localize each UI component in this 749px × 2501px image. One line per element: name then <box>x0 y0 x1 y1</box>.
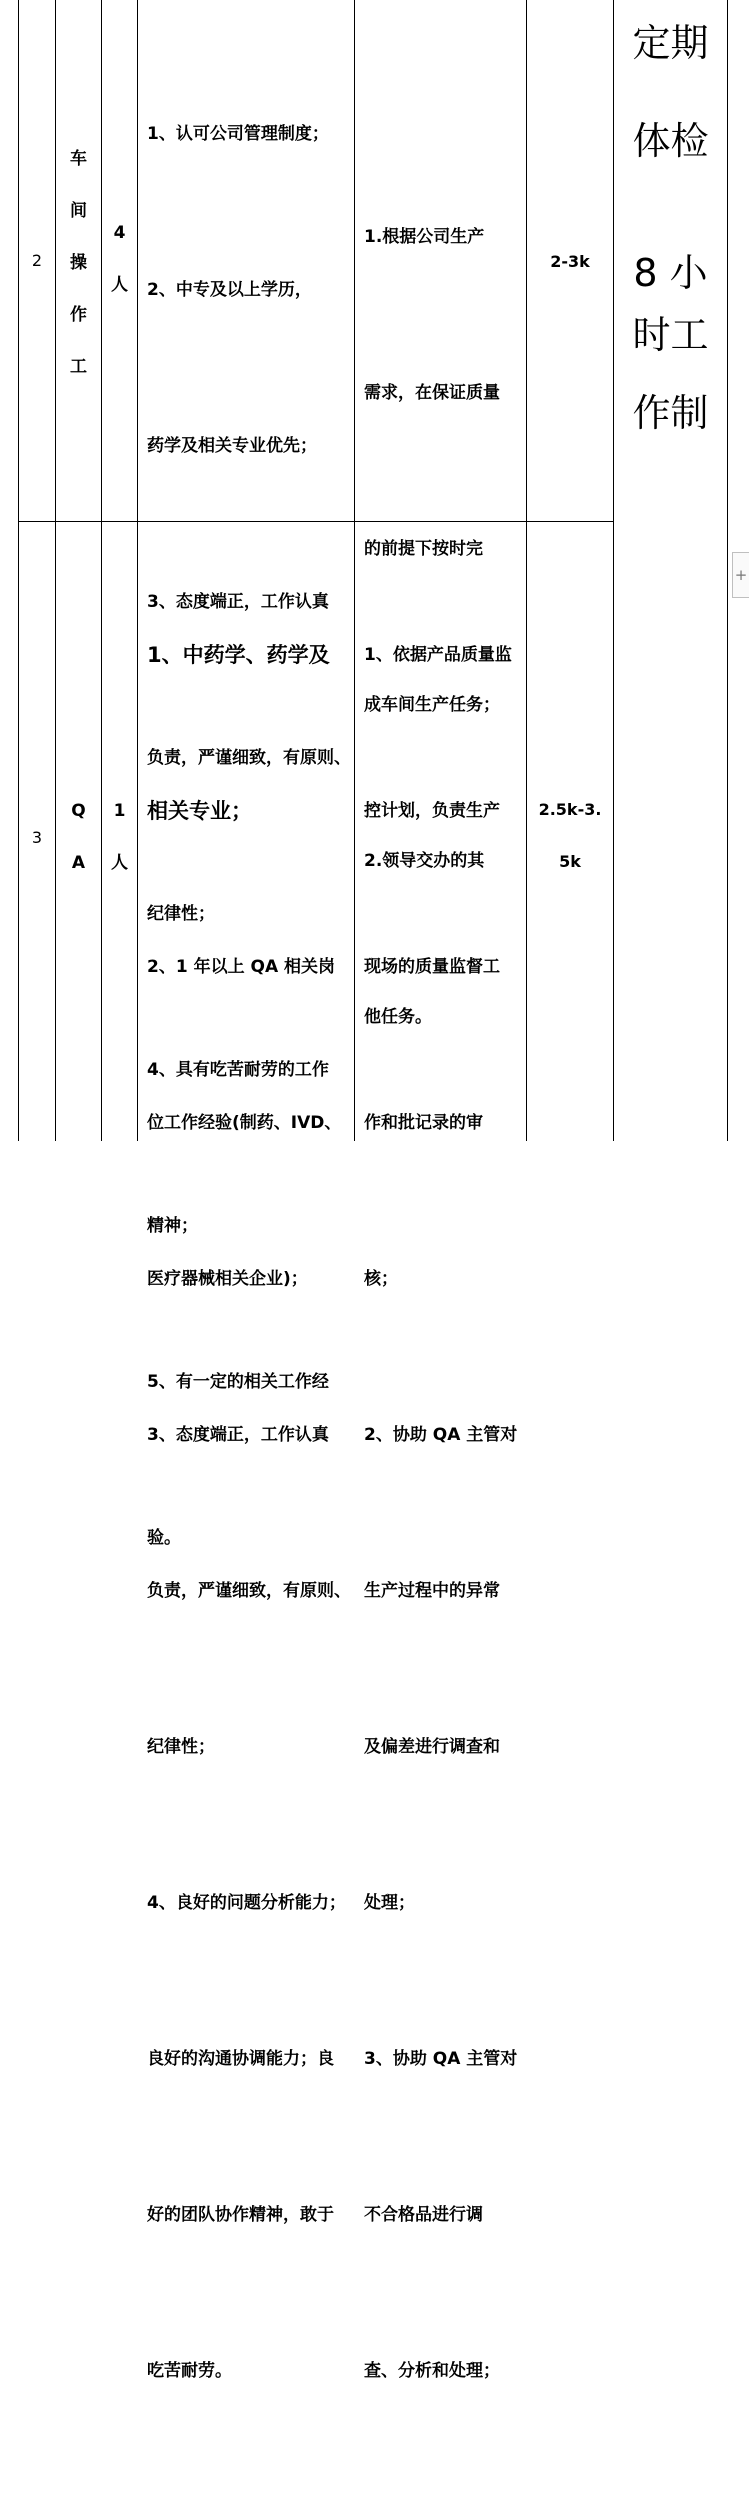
requirement-line: 验。 <box>147 1528 181 1548</box>
benefit-line: 作制 <box>632 391 709 435</box>
requirement-line: 位工作经验(制药、IVD、 <box>147 1113 342 1133</box>
position-char: A <box>71 853 86 873</box>
position-char: 工 <box>70 356 87 377</box>
requirement-line: 良好的沟通协调能力；良 <box>147 2049 334 2069</box>
benefit-line: 体检 <box>632 119 709 163</box>
table-border <box>727 0 728 1141</box>
salary-value: 5k <box>559 852 581 871</box>
duty-line: 核； <box>364 1269 398 1289</box>
requirement-line: 好的团队协作精神，敢于 <box>147 2205 334 2225</box>
requirement-line: 负责，严谨细致，有原则、 <box>147 748 351 768</box>
requirement-line: 4、良好的问题分析能力； <box>147 1893 346 1913</box>
requirement-line: 1、中药学、药学及 <box>147 643 330 667</box>
duty-line: 1、依据产品质量监 <box>364 645 512 665</box>
requirement-line: 2、1 年以上 QA 相关岗 <box>147 957 336 977</box>
requirement-line: 3、态度端正，工作认真 <box>147 592 329 612</box>
position-cell <box>56 0 101 521</box>
position-char: 作 <box>70 304 87 325</box>
duty-line: 查、分析和处理； <box>364 2361 500 2381</box>
headcount-cell <box>102 0 137 521</box>
headcount-char: 1 <box>113 801 126 821</box>
requirement-line: 纪律性； <box>147 1737 215 1757</box>
duty-line: 成车间生产任务； <box>364 695 500 715</box>
benefits-cell <box>614 17 727 467</box>
requirement-line: 医疗器械相关企业)； <box>147 1269 308 1289</box>
duties-cell <box>355 525 526 2381</box>
salary-cell <box>527 784 613 890</box>
row-index <box>19 522 55 1152</box>
duty-line: 2、协助 QA 主管对 <box>364 1425 518 1445</box>
row-index-value: 2 <box>31 251 43 270</box>
requirement-line: 药学及相关专业优先； <box>147 436 317 456</box>
position-char: 间 <box>70 200 87 221</box>
requirement-line: 4、具有吃苦耐劳的工作 <box>147 1060 329 1080</box>
requirement-line: 精神； <box>147 1216 198 1236</box>
headcount-char: 人 <box>111 853 128 873</box>
add-tab-button[interactable] <box>732 552 749 598</box>
requirement-line: 负责，严谨细致，有原则、 <box>147 1581 351 1601</box>
position-char: 车 <box>70 148 87 169</box>
benefit-line <box>614 167 727 203</box>
benefit-line: 时工 <box>632 313 709 357</box>
duty-line: 处理； <box>364 1893 415 1913</box>
requirement-line: 相关专业； <box>147 799 252 823</box>
duty-line: 生产过程中的异常 <box>364 1581 500 1601</box>
position-char: 操 <box>70 252 87 273</box>
duty-line: 的前提下按时完 <box>364 539 483 559</box>
row-index <box>19 0 55 521</box>
duty-line: 需求，在保证质量 <box>364 383 500 403</box>
duty-line: 不合格品进行调 <box>364 2205 483 2225</box>
headcount-char: 人 <box>111 274 128 295</box>
salary-value: 2.5k-3. <box>538 800 602 819</box>
table-border <box>526 0 527 1141</box>
duty-line: 控计划，负责生产 <box>364 801 500 821</box>
duty-line: 2.领导交办的其 <box>364 851 485 871</box>
salary-cell <box>527 236 613 288</box>
headcount-cell <box>102 784 137 890</box>
duty-line: 1.根据公司生产 <box>364 227 485 247</box>
headcount-char: 4 <box>113 222 126 243</box>
row-index-value: 3 <box>31 827 43 847</box>
plus-icon: + <box>734 566 748 584</box>
requirement-line: 纪律性； <box>147 904 215 924</box>
duty-line: 他任务。 <box>364 1007 432 1027</box>
requirement-line: 2、中专及以上学历， <box>147 280 312 300</box>
duty-line: 3、协助 QA 主管对 <box>364 2049 518 2069</box>
duty-line: 现场的质量监督工 <box>364 957 500 977</box>
duty-line: 及偏差进行调查和 <box>364 1737 500 1757</box>
position-char: Q <box>71 801 86 821</box>
position-cell <box>56 784 101 890</box>
requirement-line: 1、认可公司管理制度； <box>147 124 329 144</box>
benefit-line: 定期 <box>632 21 709 65</box>
salary-value: 2-3k <box>550 252 590 271</box>
requirement-line: 吃苦耐劳。 <box>147 2361 232 2381</box>
duty-line: 作和批记录的审 <box>364 1113 483 1133</box>
requirement-line: 3、态度端正，工作认真 <box>147 1425 329 1445</box>
benefit-line: 8 小 <box>633 251 708 295</box>
requirement-line: 5、有一定的相关工作经 <box>147 1372 329 1392</box>
